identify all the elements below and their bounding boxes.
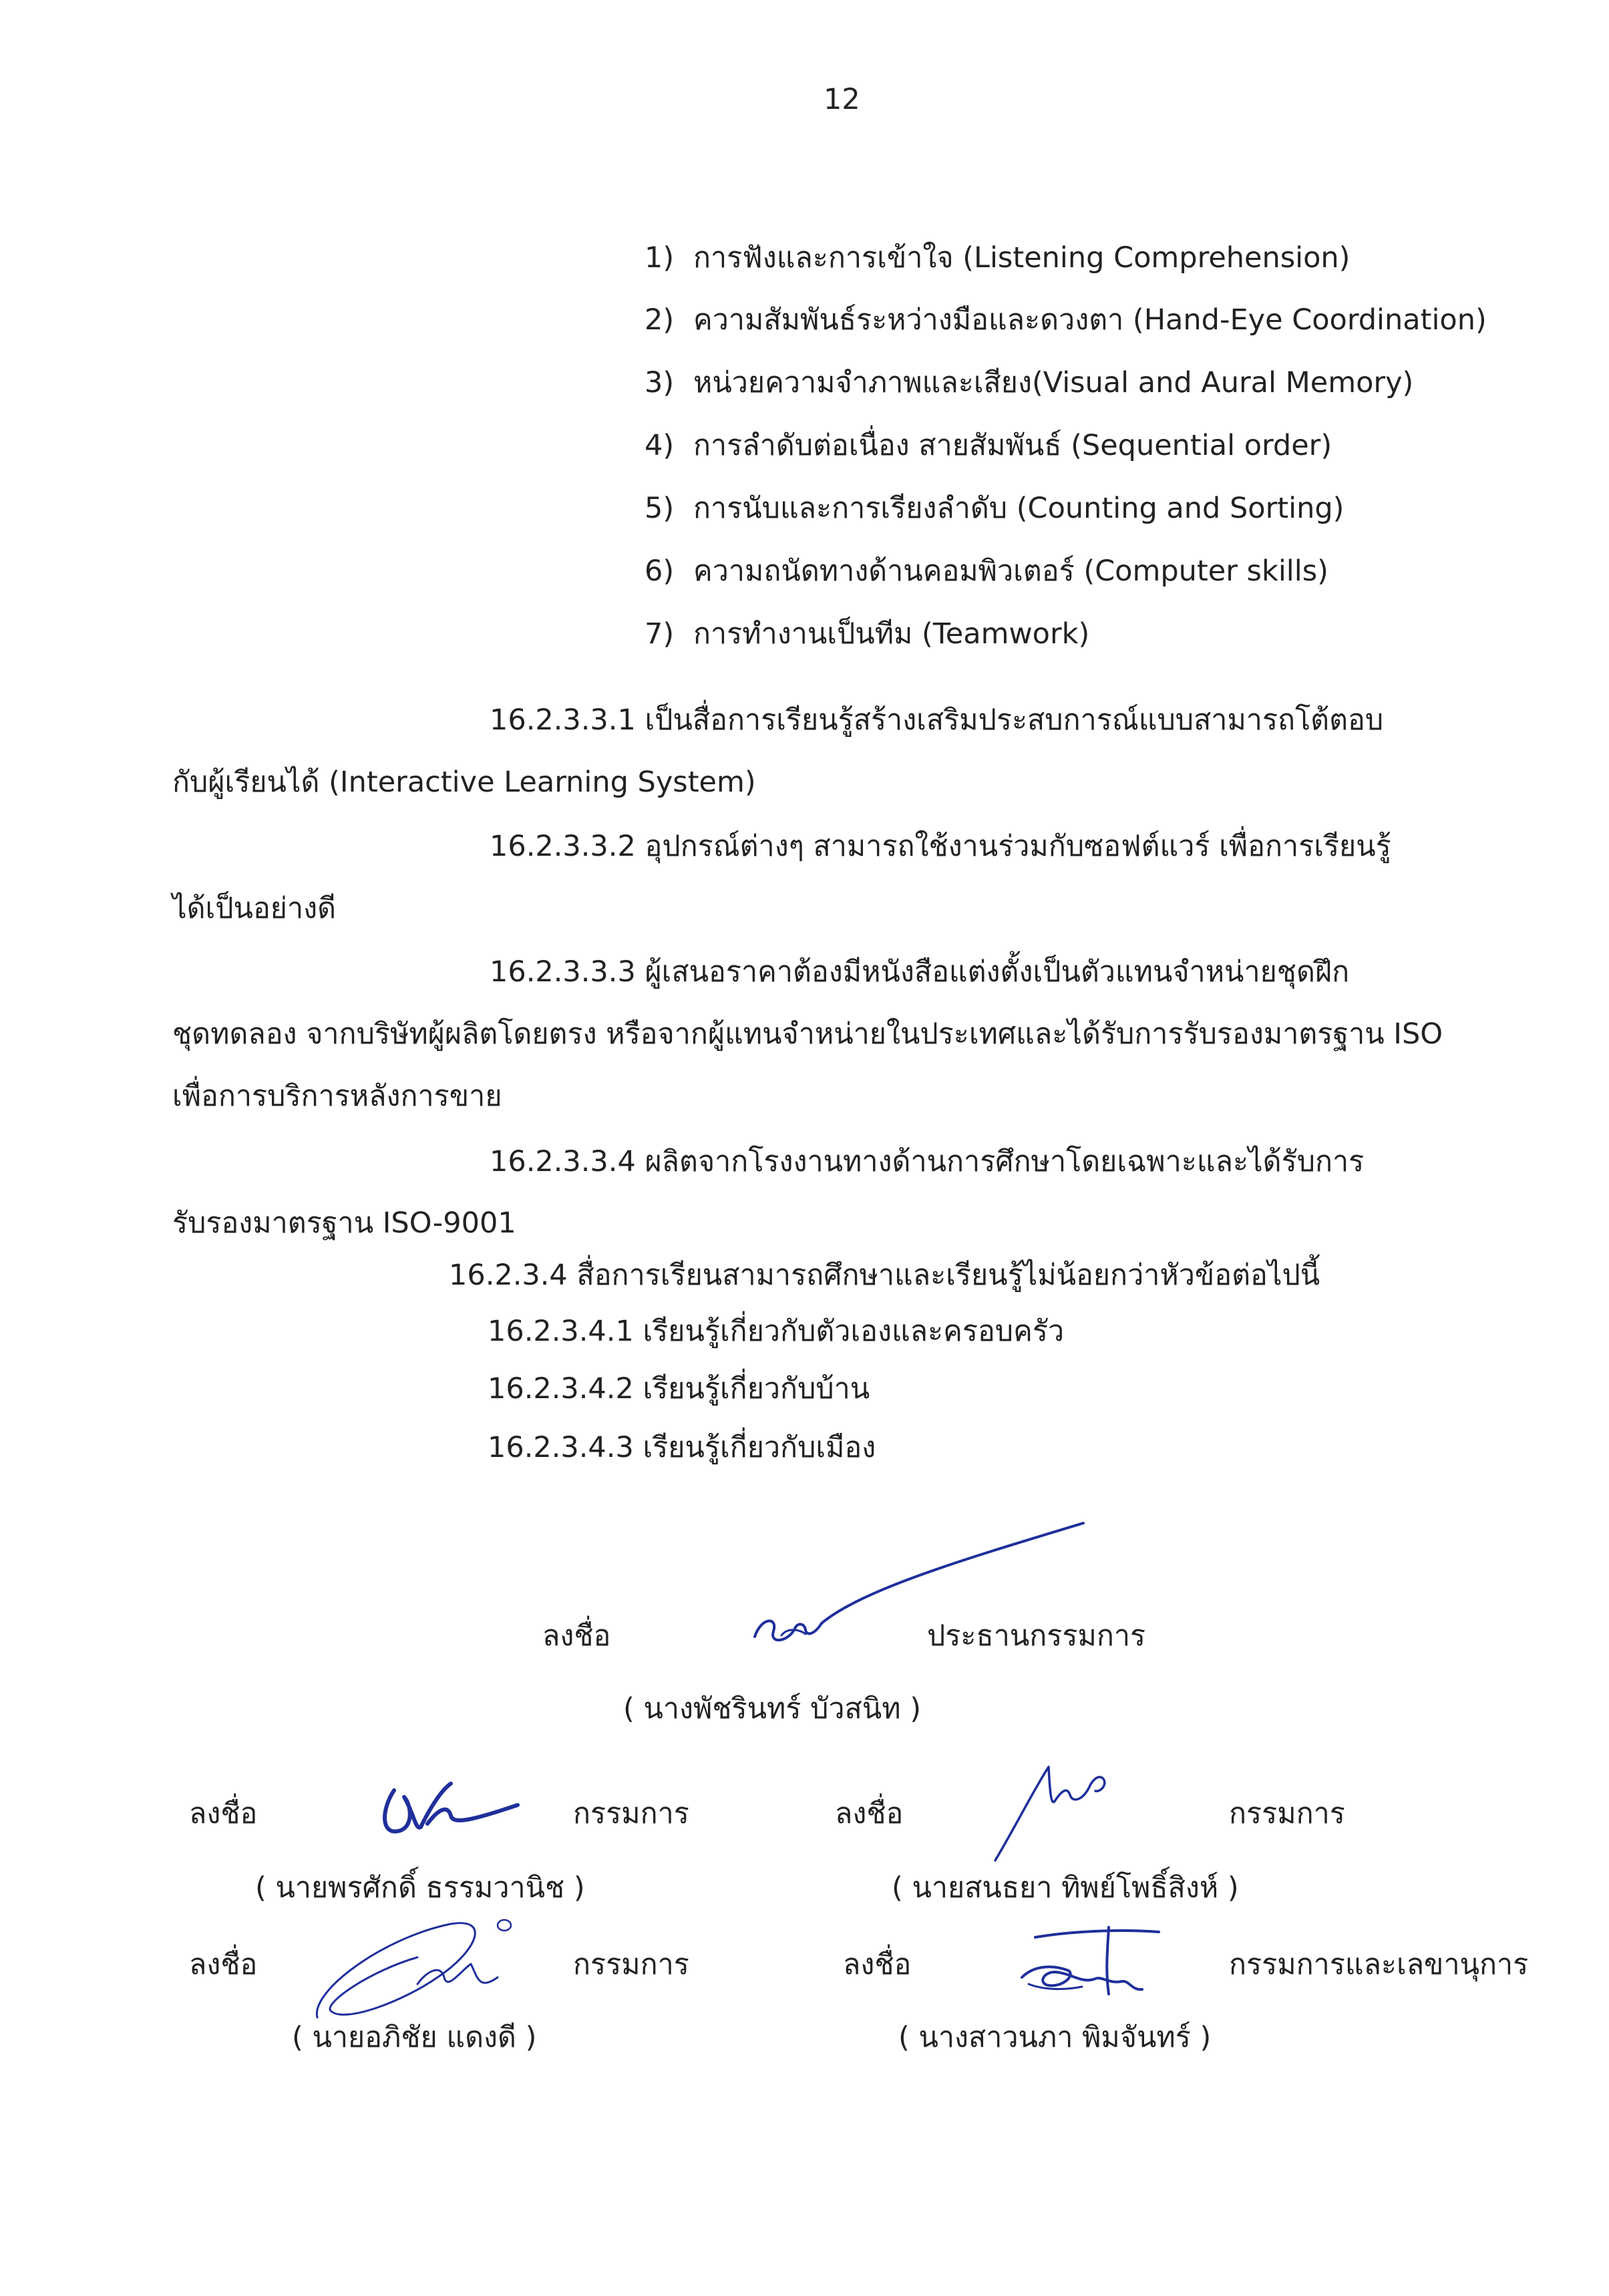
clause-16-2-3-4-2: 16.2.3.4.2 เรียนรู้เกี่ยวกับบ้าน (488, 1372, 870, 1406)
member-2-signature-image (989, 1754, 1135, 1867)
list-item-number: 2) (645, 303, 675, 337)
clause-line: 16.2.3.3.4 ผลิตจากโรงงานทางด้านการศึกษาโดยเฉพาะและได้รับการ (490, 1145, 1365, 1178)
sign-label: ลงชื่อ (843, 1948, 912, 1981)
clause-line: รับรองมาตรฐาน ISO-9001 (172, 1206, 516, 1240)
sign-label: ลงชื่อ (189, 1797, 258, 1830)
list-item-text: หน่วยความจำภาพและเสียง(Visual and Aural Memory) (693, 366, 1414, 399)
member-4-role: กรรมการและเลขานุการ (1229, 1948, 1529, 1981)
list-item-text: การลำดับต่อเนื่อง สายสัมพันธ์ (Sequential order) (693, 429, 1332, 462)
chair-role: ประธานกรรมการ (927, 1619, 1146, 1653)
list-item-text: การทำงานเป็นทีม (Teamwork) (693, 617, 1090, 651)
member-2-role: กรรมการ (1229, 1797, 1345, 1830)
member-3-role: กรรมการ (573, 1948, 689, 1981)
list-item-text: ความถนัดทางด้านคอมพิวเตอร์ (Computer skills) (693, 554, 1328, 588)
list-item-number: 5) (645, 492, 675, 525)
clause-line: กับผู้เรียนได้ (Interactive Learning System) (172, 766, 756, 799)
clause-16-2-3-4-3: 16.2.3.4.3 เรียนรู้เกี่ยวกับเมือง (488, 1431, 876, 1464)
list-item-text: การนับและการเรียงลำดับ (Counting and Sorting) (693, 492, 1345, 525)
clause-line: 16.2.3.3.1 เป็นสื่อการเรียนรู้สร้างเสริมประสบการณ์แบบสามารถโต้ตอบ (490, 703, 1384, 737)
sign-label: ลงชื่อ (835, 1797, 904, 1830)
clause-line: 16.2.3.3.3 ผู้เสนอราคาต้องมีหนังสือแต่งตั้งเป็นตัวแทนจำหน่ายชุดฝึก (490, 955, 1350, 989)
member-3-signature-image (304, 1911, 531, 2031)
list-item-number: 6) (645, 554, 675, 588)
list-item-text: การฟังและการเข้าใจ (Listening Comprehension) (693, 241, 1351, 275)
list-item-number: 7) (645, 617, 675, 651)
member-1-role: กรรมการ (573, 1797, 689, 1830)
clause-16-2-3-4: 16.2.3.4 สื่อการเรียนสามารถศึกษาและเรียนรู้ไม่น้อยกว่าหัวข้อต่อไปนี้ (449, 1259, 1320, 1292)
chair-name: ( นางพัชรินทร์ บัวสนิท ) (623, 1692, 921, 1726)
member-1-signature-image (374, 1764, 534, 1850)
clause-16-2-3-4-1: 16.2.3.4.1 เรียนรู้เกี่ยวกับตัวเองและครอบครัว (488, 1315, 1065, 1348)
list-item-text: ความสัมพันธ์ระหว่างมือและดวงตา (Hand-Eye Coordination) (693, 303, 1487, 337)
member-4-name: ( นางสาวนภา พิมจันทร์ ) (898, 2021, 1212, 2054)
sign-label: ลงชื่อ (542, 1619, 611, 1653)
member-3-name: ( นายอภิชัย แดงดี ) (292, 2021, 537, 2054)
clause-line: ได้เป็นอย่างดี (172, 892, 337, 925)
list-item-number: 1) (645, 241, 675, 275)
page-number: 12 (824, 83, 860, 116)
list-item-number: 4) (645, 429, 675, 462)
member-1-name: ( นายพรศักดิ์ ธรรมวานิช ) (255, 1871, 585, 1905)
clause-line: 16.2.3.3.2 อุปกรณ์ต่างๆ สามารถใช้งานร่วมกับซอฟต์แวร์ เพื่อการเรียนรู้ (490, 830, 1391, 863)
sign-label: ลงชื่อ (189, 1948, 258, 1981)
member-2-name: ( นายสนธยา ทิพย์โพธิ์สิงห์ ) (892, 1871, 1239, 1905)
member-4-signature-image (1009, 1917, 1169, 2004)
clause-line: เพื่อการบริการหลังการขาย (172, 1080, 502, 1113)
list-item-number: 3) (645, 366, 675, 399)
clause-line: ชุดทดลอง จากบริษัทผู้ผลิตโดยตรง หรือจากผู้แทนจำหน่ายในประเทศและได้รับการรับรองมาตรฐาน ISO (172, 1017, 1443, 1051)
